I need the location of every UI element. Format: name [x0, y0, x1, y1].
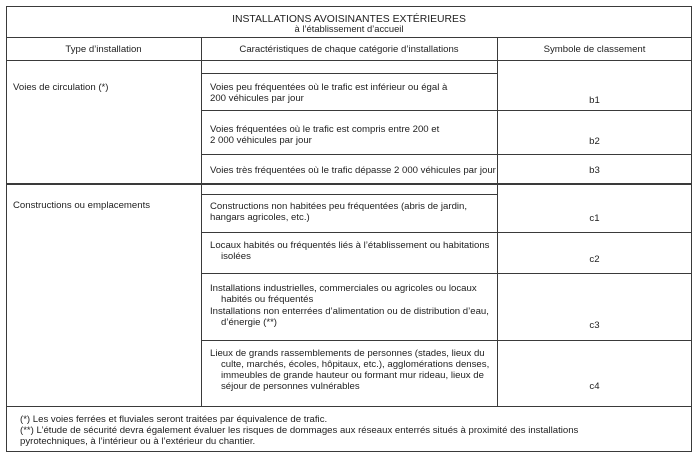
row-separator: [201, 273, 692, 274]
characteristic-line: Voies fréquentées où le trafic est compris entre 200 et: [210, 124, 440, 135]
classification-symbol: b3: [589, 165, 600, 176]
row-separator: [201, 232, 692, 233]
header-characteristics: Caractéristiques de chaque catégorie d’installations: [239, 44, 459, 55]
rule-below-title: [6, 37, 692, 38]
characteristic-line: isolées: [221, 251, 251, 262]
rule-below-table: [6, 406, 692, 407]
characteristic-line: d’énergie (**): [221, 317, 277, 328]
row-separator: [201, 110, 692, 111]
characteristic-line: Voies peu fréquentées où le trafic est inférieur ou égal à: [210, 82, 448, 93]
group-type-label: Voies de circulation (*): [13, 82, 109, 93]
characteristic-line: hangars agricoles, etc.): [210, 212, 310, 223]
row-separator: [201, 154, 692, 155]
header-symbol: Symbole de classement: [543, 44, 646, 55]
classification-symbol: b2: [589, 136, 600, 147]
rule-below-header: [6, 60, 692, 61]
characteristic-line: Locaux habités ou fréquentés liés à l’établissement ou habitations: [210, 240, 490, 251]
characteristic-line: Installations industrielles, commerciales ou agricoles ou locaux: [210, 283, 477, 294]
classification-symbol: c4: [589, 381, 600, 392]
footnote: (**) L’étude de sécurité devra également évaluer les risques de dommages aux réseaux enterrés situés à proximité des installations: [20, 425, 579, 436]
classification-symbol: b1: [589, 95, 600, 106]
characteristic-line: habités ou fréquentés: [221, 294, 314, 305]
header-type: Type d’installation: [65, 44, 142, 55]
rule-group-end-1: [6, 183, 692, 185]
footnote: pyrotechniques, à l’intérieur ou à l’extérieur du chantier.: [20, 436, 256, 447]
characteristic-line: Installations non enterrées d’alimentation ou de distribution d’eau,: [210, 306, 489, 317]
classification-symbol: c3: [589, 320, 600, 331]
characteristic-line: Voies très fréquentées où le trafic dépasse 2 000 véhicules par jour: [210, 165, 496, 176]
cell-rule: [201, 73, 497, 74]
column-divider: [201, 37, 202, 406]
footnote: (*) Les voies ferrées et fluviales seront traitées par équivalence de trafic.: [20, 414, 328, 425]
characteristic-line: immeubles de grande hauteur ou formant mur rideau, lieux de: [221, 370, 484, 381]
characteristic-line: 2 000 véhicules par jour: [210, 135, 312, 146]
classification-symbol: c1: [589, 213, 600, 224]
characteristic-line: Constructions non habitées peu fréquentées (abris de jardin,: [210, 201, 468, 212]
table-subtitle: à l’établissement d’accueil: [294, 23, 404, 34]
characteristic-line: culte, marchés, écoles, hôpitaux, etc.), agglomérations denses,: [221, 359, 490, 370]
characteristic-line: Lieux de grands rassemblements de personnes (stades, lieux du: [210, 348, 485, 359]
characteristic-line: séjour de personnes vulnérables: [221, 381, 360, 392]
group-type-label: Constructions ou emplacements: [13, 200, 151, 211]
classification-symbol: c2: [589, 254, 600, 265]
table-title: INSTALLATIONS AVOISINANTES EXTÉRIEURES: [232, 14, 466, 25]
cell-rule: [201, 194, 497, 195]
characteristic-line: 200 véhicules par jour: [210, 93, 304, 104]
row-separator: [201, 340, 692, 341]
